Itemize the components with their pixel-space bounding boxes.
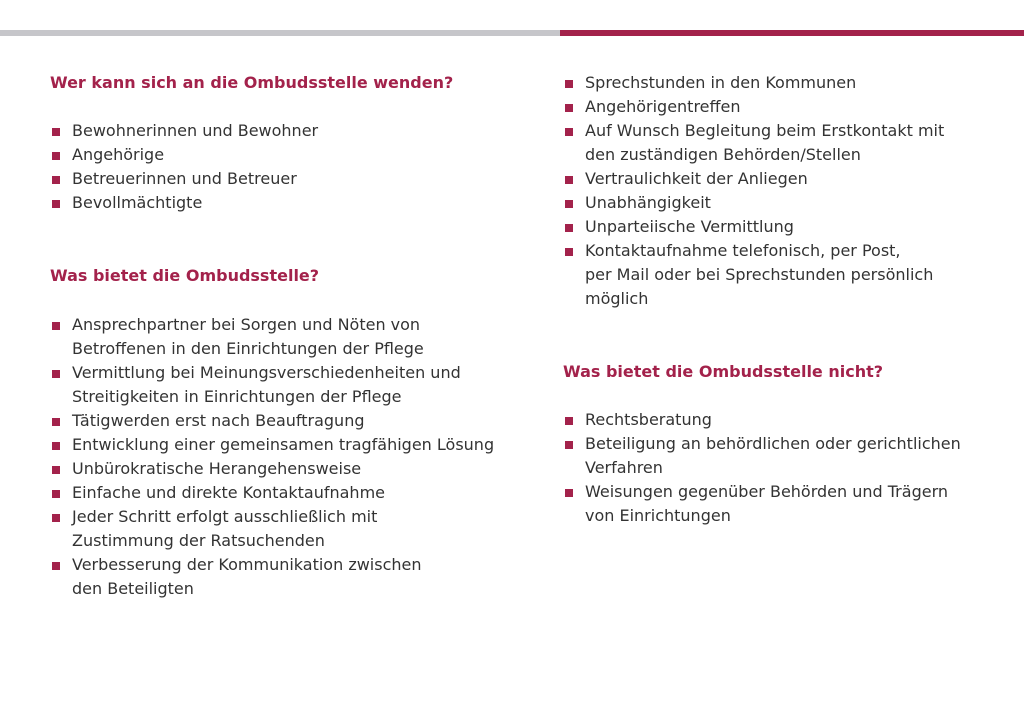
bullet-square-icon	[52, 442, 60, 450]
list-item-text: Unparteiische Vermittlung	[585, 217, 794, 236]
bullet-square-icon	[52, 322, 60, 330]
bullet-square-icon	[52, 490, 60, 498]
list-item-text: Angehörigentreffen	[585, 97, 741, 116]
list-item-text: Auf Wunsch Begleitung beim Erstkontakt mit den zuständigen Behörden/Stellen	[585, 121, 945, 164]
list-item	[50, 409, 494, 433]
list-item-text: Unbürokratische Herangehensweise	[72, 459, 362, 478]
bullet-square-icon	[565, 128, 573, 136]
list-item-text: Verbesserung der Kommunikation zwischen den Beteiligten	[72, 555, 422, 598]
list-item	[50, 553, 494, 601]
list-item	[50, 143, 318, 167]
bullet-square-icon	[52, 176, 60, 184]
list-item	[50, 481, 494, 505]
list-item-text: Vertraulichkeit der Anliegen	[585, 169, 808, 188]
list-not-offered	[563, 408, 961, 528]
bullet-square-icon	[565, 224, 573, 232]
list-item	[563, 432, 961, 480]
bullet-square-icon	[52, 128, 60, 136]
list-item-text: Weisungen gegenüber Behörden und Trägern von Einrichtungen	[585, 482, 948, 525]
list-item	[563, 167, 944, 191]
list-offers	[50, 313, 494, 601]
list-item	[50, 119, 318, 143]
list-item	[50, 191, 318, 215]
list-item-text: Bevollmächtigte	[72, 193, 203, 212]
list-item	[50, 505, 494, 553]
bullet-square-icon	[52, 466, 60, 474]
list-item-text: Angehörige	[72, 145, 165, 164]
list-item	[50, 361, 494, 409]
list-item-text: Entwicklung einer gemeinsamen tragfähigen Lösung	[72, 435, 495, 454]
top-bar-accent	[560, 30, 1024, 36]
heading-who: Wer kann sich an die Ombudsstelle wenden?	[50, 73, 454, 92]
list-item-text: Tätigwerden erst nach Beauftragung	[72, 411, 365, 430]
bullet-square-icon	[565, 200, 573, 208]
list-item-text: Sprechstunden in den Kommunen	[585, 73, 857, 92]
bullet-square-icon	[565, 441, 573, 449]
bullet-square-icon	[52, 200, 60, 208]
list-item-text: Jeder Schritt erfolgt ausschließlich mit Zustimmung der Ratsuchenden	[72, 507, 378, 550]
bullet-square-icon	[52, 418, 60, 426]
list-offers-continued	[563, 71, 944, 311]
list-item	[50, 313, 494, 361]
bullet-square-icon	[52, 562, 60, 570]
list-item	[563, 191, 944, 215]
list-item	[50, 167, 318, 191]
list-who	[50, 119, 318, 215]
list-item-text: Rechtsberatung	[585, 410, 712, 429]
list-item-text: Bewohnerinnen und Bewohner	[72, 121, 319, 140]
bullet-square-icon	[565, 248, 573, 256]
list-item	[563, 215, 944, 239]
bullet-square-icon	[565, 104, 573, 112]
heading-not-offered: Was bietet die Ombudsstelle nicht?	[563, 362, 884, 381]
bullet-square-icon	[565, 417, 573, 425]
bullet-square-icon	[565, 80, 573, 88]
list-item-text: Vermittlung bei Meinungsverschiedenheiten und Streitigkeiten in Einrichtungen der Pflege	[72, 363, 461, 406]
top-bar-grey	[0, 30, 560, 36]
list-item	[50, 457, 494, 481]
bullet-square-icon	[52, 370, 60, 378]
list-item	[50, 433, 494, 457]
bullet-square-icon	[52, 514, 60, 522]
list-item-text: Betreuerinnen und Betreuer	[72, 169, 297, 188]
list-item	[563, 480, 961, 528]
list-item-text: Ansprechpartner bei Sorgen und Nöten von Betroffenen in den Einrichtungen der Pflege	[72, 315, 424, 358]
list-item	[563, 408, 961, 432]
list-item-text: Kontaktaufnahme telefonisch, per Post, per Mail oder bei Sprechstunden persönlich möglich	[585, 241, 934, 308]
bullet-square-icon	[52, 152, 60, 160]
bullet-square-icon	[565, 176, 573, 184]
list-item	[563, 239, 944, 311]
list-item	[563, 119, 944, 167]
heading-offers: Was bietet die Ombudsstelle?	[50, 266, 320, 285]
bullet-square-icon	[565, 489, 573, 497]
list-item-text: Unabhängigkeit	[585, 193, 711, 212]
list-item-text: Beteiligung an behördlichen oder gerichtlichen Verfahren	[585, 434, 961, 477]
list-item-text: Einfache und direkte Kontaktaufnahme	[72, 483, 385, 502]
list-item	[563, 95, 944, 119]
list-item	[563, 71, 944, 95]
